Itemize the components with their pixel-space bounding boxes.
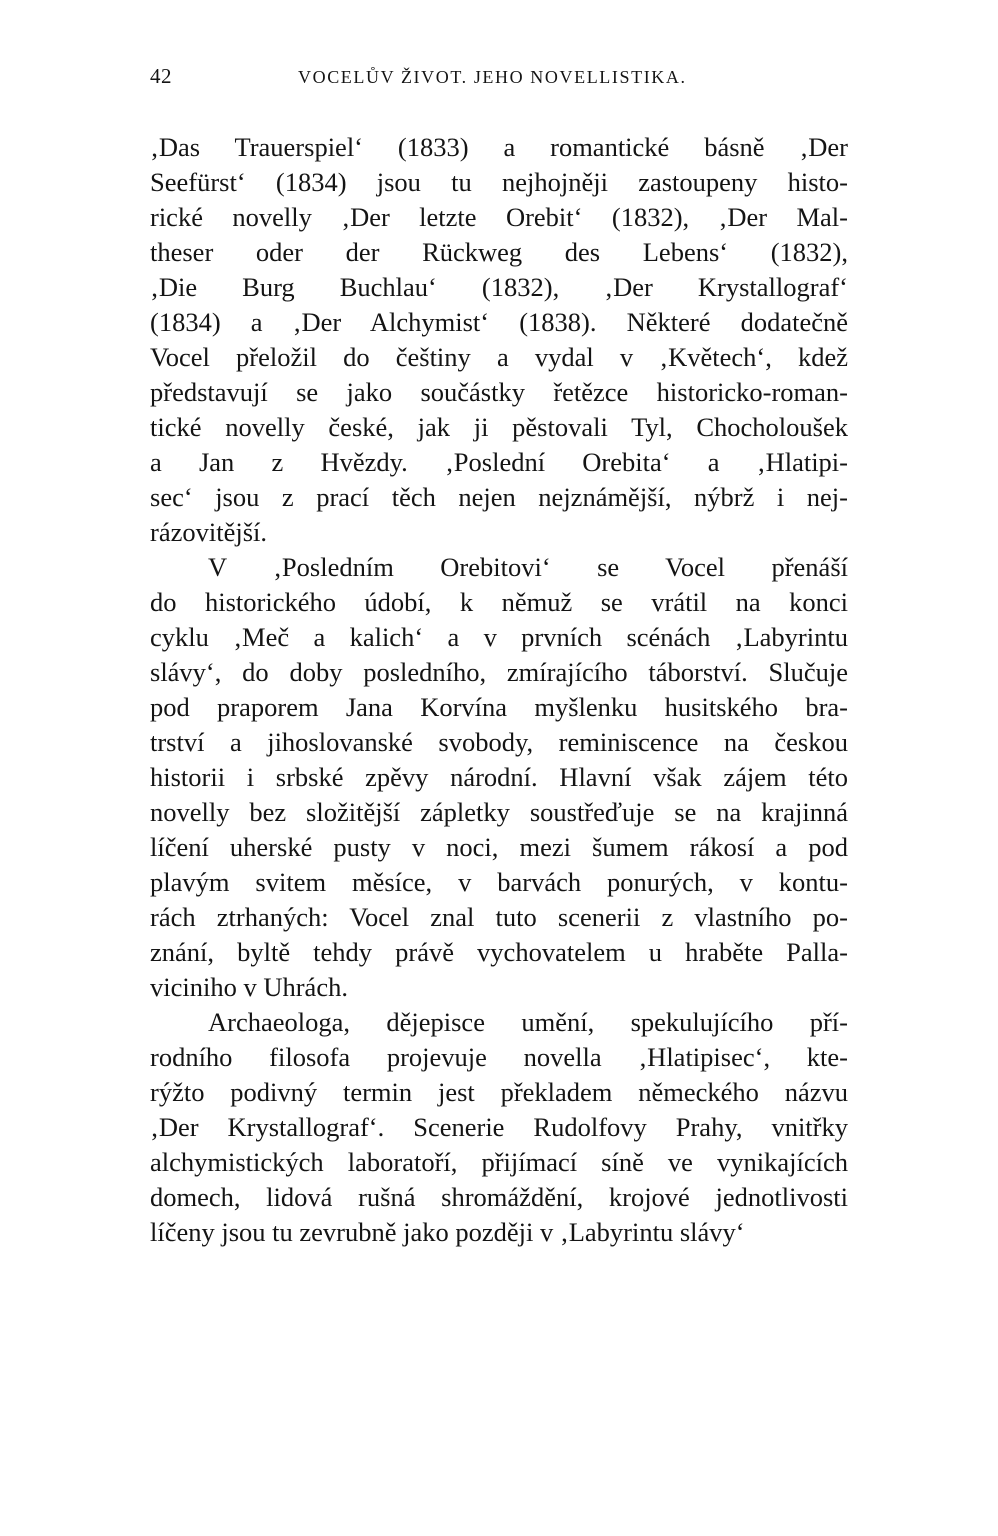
text-line: představují se jako součástky řetězce historicko-roman- bbox=[150, 377, 848, 407]
text-line: rýžto podivný termin jest překladem německého názvu bbox=[150, 1077, 848, 1107]
text-line: historii i srbské zpěvy národní. Hlavní však zájem této bbox=[150, 762, 848, 792]
text-line: cyklu ‚Meč a kalich‘ a v prvních scénách ‚Labyrintu bbox=[150, 622, 848, 652]
text-line: novelly bez složitější zápletky soustřeďuje se na krajinná bbox=[150, 797, 848, 827]
text-line: ‚Das Trauerspiel‘ (1833) a romantické básně ‚Der bbox=[150, 132, 848, 162]
text-line: domech, lidová rušná shromáždění, krojové jednotlivosti bbox=[150, 1182, 848, 1212]
body-text bbox=[150, 130, 848, 1250]
text-line: slávy‘, do doby posledního, zmírajícího táborství. Slučuje bbox=[150, 657, 848, 687]
text-line: theser oder der Rückweg des Lebens‘ (1832), bbox=[150, 237, 848, 267]
text-line: trství a jihoslovanské svobody, reminiscence na českou bbox=[150, 727, 848, 757]
text-line: viciniho v Uhrách. bbox=[150, 972, 348, 1002]
running-title: VOCELŮV ŽIVOT. JEHO NOVELLISTIKA. bbox=[298, 67, 687, 87]
text-line: alchymistických laboratoří, přijímací síně ve vynikajících bbox=[150, 1147, 848, 1177]
text-line: V ‚Posledním Orebitovi‘ se Vocel přenáší bbox=[208, 552, 848, 582]
paragraph bbox=[150, 130, 848, 550]
text-line: do historického údobí, k němuž se vrátil na konci bbox=[150, 587, 848, 617]
page-number: 42 bbox=[150, 64, 172, 88]
text-line: Archaeologa, dějepisce umění, spekulujícího pří- bbox=[208, 1007, 848, 1037]
text-line: pod praporem Jana Korvína myšlenku husitského bra- bbox=[150, 692, 848, 722]
text-line: Vocel přeložil do češtiny a vydal v ‚Květech‘, kdež bbox=[150, 342, 848, 372]
text-line: líčení uherské pusty v noci, mezi šumem rákosí a pod bbox=[150, 832, 848, 862]
text-line: sec‘ jsou z prací těch nejen nejznámější, nýbrž i nej- bbox=[150, 482, 848, 512]
text-line: tické novelly české, jak ji pěstovali Tyl, Chocholoušek bbox=[150, 412, 848, 442]
text-line: ‚Die Burg Buchlau‘ (1832), ‚Der Krystallograf‘ bbox=[150, 272, 848, 302]
text-line: (1834) a ‚Der Alchymist‘ (1838). Některé dodatečně bbox=[150, 307, 848, 337]
text-line: rázovitější. bbox=[150, 517, 267, 547]
text-line: líčeny jsou tu zevrubně jako později v ‚Labyrintu slávy‘ bbox=[150, 1217, 745, 1247]
text-line: znání, byltě tehdy právě vychovatelem u hraběte Palla- bbox=[150, 937, 848, 967]
text-line: rické novelly ‚Der letzte Orebit‘ (1832), ‚Der Mal- bbox=[150, 202, 848, 232]
text-line: rách ztrhaných: Vocel znal tuto scenerii z vlastního po- bbox=[150, 902, 848, 932]
paragraph bbox=[150, 550, 848, 1005]
text-line: plavým svitem měsíce, v barvách ponurých, v kontu- bbox=[150, 867, 848, 897]
paragraph bbox=[150, 1005, 848, 1250]
text-line: Seefürst‘ (1834) jsou tu nejhojněji zastoupeny histo- bbox=[150, 167, 848, 197]
text-line: a Jan z Hvězdy. ‚Poslední Orebita‘ a ‚Hlatipi- bbox=[150, 447, 848, 477]
text-line: rodního filosofa projevuje novella ‚Hlatipisec‘, kte- bbox=[150, 1042, 848, 1072]
text-line: ‚Der Krystallograf‘. Scenerie Rudolfovy Prahy, vnitřky bbox=[150, 1112, 848, 1142]
